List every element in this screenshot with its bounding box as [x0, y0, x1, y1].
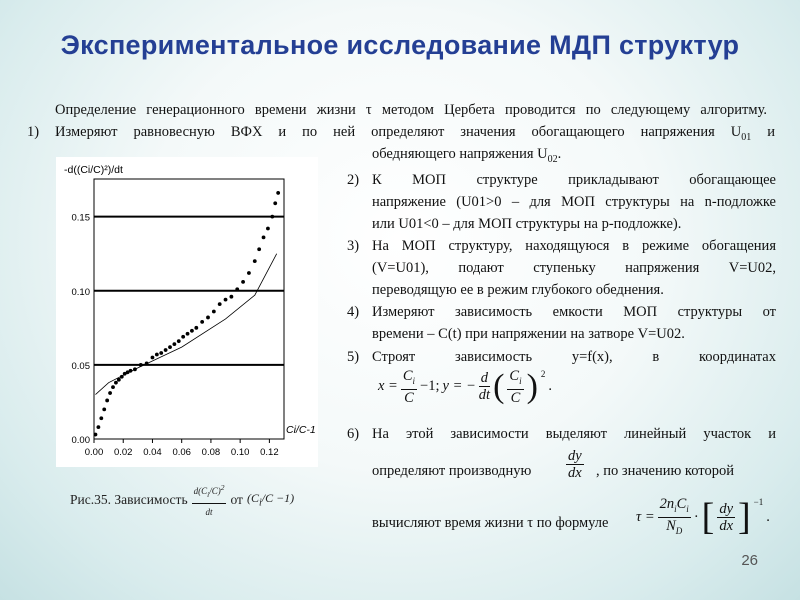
data-point — [181, 335, 185, 339]
data-point — [186, 332, 190, 336]
step-1-text-a: Измеряют равновесную ВФХ и по ней определяют значения обогащающего напряжения U — [55, 124, 742, 140]
step-4-line-2: времени – C(t) при напряжении на затворе V=U02. — [372, 326, 685, 342]
formula-d-over-dt — [479, 370, 490, 403]
data-point — [262, 236, 266, 240]
formula-dot: . — [548, 378, 553, 395]
x-tick-label: 0.12 — [260, 447, 279, 458]
chart-svg — [56, 157, 318, 467]
x-tick-label: 0.02 — [113, 447, 133, 458]
x-tick-label: 0.00 — [84, 447, 104, 458]
data-point — [194, 326, 198, 330]
caption-x-expr: $(C_i/C -1)$ — [246, 491, 295, 509]
step-3-number: 3) — [347, 238, 360, 254]
data-point — [102, 407, 106, 411]
data-point — [159, 351, 163, 355]
caption-y-expr: $\frac{d(C_i/C)^2}{dt}$ — [192, 480, 227, 520]
data-point — [151, 356, 155, 360]
data-point — [164, 348, 168, 352]
formula-dt: dt — [478, 387, 491, 404]
data-point — [108, 391, 112, 395]
x-tick-label: 0.06 — [172, 447, 191, 458]
fit-line — [95, 254, 276, 395]
data-point — [273, 201, 277, 205]
page-number: 26 — [741, 552, 758, 569]
formula-ci-over-c-2 — [507, 368, 523, 406]
formula-tau-lhs: τ = — [636, 508, 655, 525]
step-3-line-3: переводящую ее в режим глубокого обеднения. — [372, 282, 664, 298]
data-point — [139, 363, 143, 367]
data-point — [99, 416, 103, 420]
y-tick-label: 0.15 — [71, 212, 90, 224]
data-point — [276, 191, 280, 195]
step-2-line-1: К МОП структуре прикладывают обогащающее — [372, 172, 776, 188]
formula-exp: 2 — [540, 368, 546, 379]
data-point — [235, 287, 239, 291]
plot-frame — [94, 179, 284, 439]
formula-tau-num: 2n — [659, 496, 675, 512]
step-6-number: 6) — [347, 426, 360, 442]
data-point — [105, 399, 109, 403]
formula-tau-end-dot: . — [766, 508, 770, 525]
step-2-number: 2) — [347, 172, 360, 188]
data-point — [200, 320, 204, 324]
step-2-line-3: или U01<0 – для МОП структуры на p-подложке). — [372, 216, 682, 232]
data-point — [111, 385, 115, 389]
formula-y-lhs: y = − — [442, 378, 476, 395]
formula-ci-over-c — [401, 368, 417, 406]
step-3-line-2: (V=U01), подают ступеньку напряжения V=U02, — [372, 260, 776, 276]
step-6-line-2a: определяют производную — [372, 463, 532, 479]
chart-panel — [56, 157, 318, 467]
data-point — [145, 362, 149, 366]
step-1-sub-a: 01 — [741, 131, 752, 143]
step-3-line-1: На МОП структуру, находящуюся в режиме обогащения — [372, 238, 776, 254]
step-5-line-1: Строят зависимость y=f(x), в координатах — [372, 349, 776, 365]
formula-bracket-open: [ — [701, 496, 715, 539]
formula-d: d — [480, 370, 489, 387]
data-point — [94, 433, 98, 437]
formula-tau-den: N — [666, 517, 676, 534]
data-point — [168, 345, 172, 349]
formula-ci: C — [402, 368, 413, 384]
caption-text: Рис.35. Зависимость — [70, 491, 188, 507]
data-point — [120, 375, 124, 379]
y-tick-label: 0.05 — [71, 360, 90, 372]
data-point — [257, 247, 261, 251]
formula-paren-close: ) — [526, 367, 538, 405]
data-point — [117, 378, 121, 382]
formula-c-2: C — [510, 389, 521, 406]
slide-title: Экспериментальное исследование МДП структур — [60, 30, 740, 60]
data-point — [133, 367, 137, 371]
formula-tau — [636, 496, 770, 539]
data-point — [206, 316, 210, 320]
formula-tau-dydx — [717, 501, 735, 534]
step-4-line-1: Измеряют зависимость емкости МОП структуры от — [372, 304, 776, 320]
formula-minus-one: −1; — [420, 378, 440, 395]
formula-tau-dy: dy — [719, 500, 733, 517]
formula-ci-sub: i — [412, 375, 416, 386]
y-tick-label: 0.10 — [71, 286, 90, 298]
data-point — [212, 310, 216, 314]
x-tick-label: 0.08 — [201, 447, 221, 458]
formula-c: C — [404, 389, 414, 406]
data-point — [253, 259, 257, 263]
formula-bracket-close: ] — [738, 496, 751, 539]
data-point — [229, 295, 233, 299]
caption-from: от — [230, 491, 243, 507]
data-point — [172, 342, 176, 346]
data-point — [270, 215, 274, 219]
formula-tau-exp: −1 — [753, 497, 764, 508]
data-point — [241, 280, 245, 284]
y-axis-label: -d((Ci/C)²)/dt — [64, 164, 123, 176]
step-2-line-2: напряжение (U01>0 – для МОП структуры на n-подложке — [372, 194, 776, 210]
step-1-number: 1) — [27, 124, 40, 140]
data-point — [218, 302, 222, 306]
y-tick-label: 0.00 — [71, 435, 90, 446]
step-1-line-2 — [372, 144, 561, 170]
step-1-tail-a: и — [751, 124, 775, 140]
formula-dy: dy — [568, 448, 582, 464]
data-point — [96, 425, 100, 429]
formula-tau-dot-sep: · — [693, 508, 699, 525]
data-point — [114, 381, 118, 385]
data-point — [266, 227, 270, 231]
step-6-line-3: вычисляют время жизни τ по формуле — [372, 515, 609, 531]
formula-paren-open: ( — [493, 367, 505, 405]
formula-dy-dx — [566, 448, 584, 481]
step-6-line-1: На этой зависимости выделяют линейный участок и — [372, 426, 776, 442]
formula-dx: dx — [568, 465, 582, 481]
step-1-tail-b: . — [557, 146, 562, 162]
data-point — [129, 369, 133, 373]
data-point — [247, 271, 251, 275]
step-6-line-2b: , по значению которой — [596, 463, 734, 479]
formula-x-lhs: x = — [378, 378, 398, 395]
formula-tau-dx: dx — [719, 517, 733, 534]
data-point — [224, 298, 228, 302]
formula-ci-sub-2: i — [519, 375, 522, 386]
formula-tau-num-c-sub: i — [686, 503, 689, 514]
formula-tau-num-sub: i — [674, 503, 677, 514]
data-point — [177, 339, 181, 343]
formula-tau-frac — [658, 496, 691, 539]
x-axis-label: Ci/C-1 — [286, 424, 316, 436]
data-point — [190, 329, 194, 333]
formula-xy — [378, 368, 552, 406]
formula-tau-num-c: C — [676, 496, 687, 512]
x-tick-label: 0.10 — [230, 447, 250, 458]
step-1-sub-b: 02 — [547, 153, 558, 165]
data-point — [155, 353, 159, 357]
step-4-number: 4) — [347, 304, 360, 320]
step-1-text-b: обедняющего напряжения U — [372, 146, 548, 162]
formula-tau-den-sub: D — [675, 525, 683, 536]
figure-caption — [70, 480, 294, 520]
intro-text: Определение генерационного времени жизни τ методом Цербета проводится по следующему алгоритму. — [55, 102, 767, 118]
step-5-number: 5) — [347, 349, 360, 365]
x-tick-label: 0.04 — [143, 447, 162, 458]
formula-ci-2: C — [509, 368, 520, 384]
